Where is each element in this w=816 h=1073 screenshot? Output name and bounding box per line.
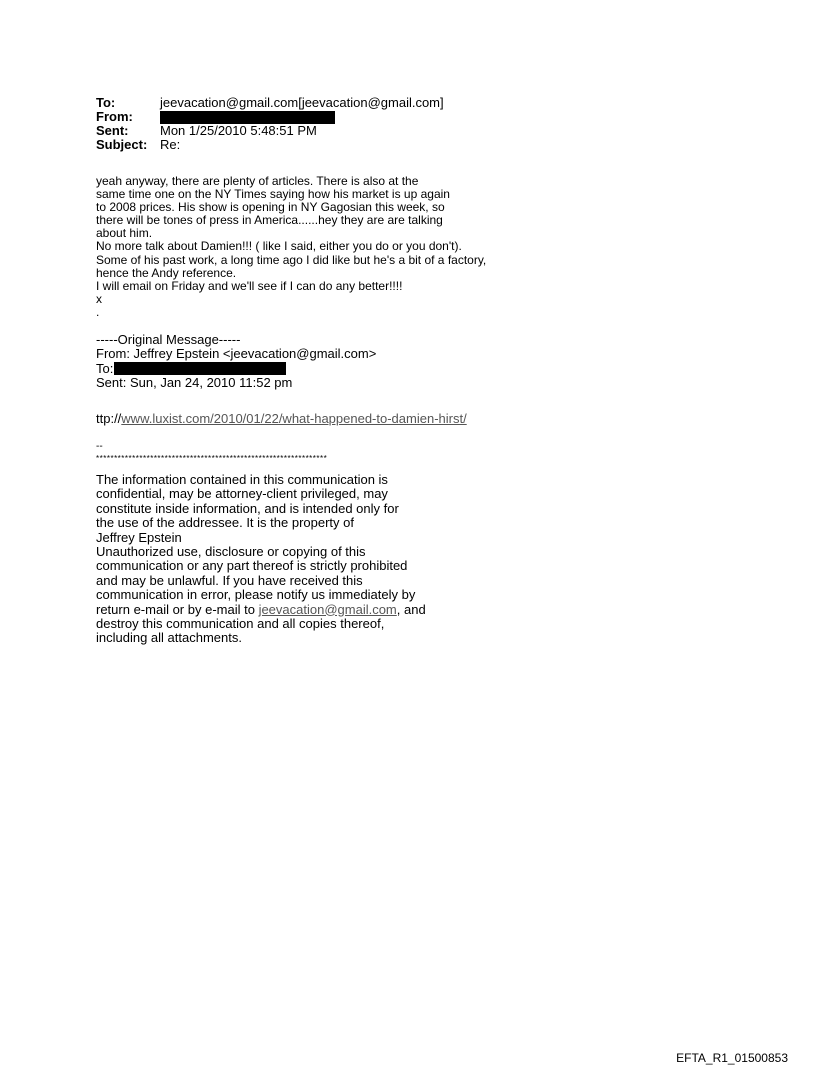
disclaimer-return-line [96, 603, 696, 617]
disclaimer-line: communication or any part thereof is strictly prohibited [96, 558, 408, 574]
disclaimer-line: and may be unlawful. If you have received this [96, 572, 363, 588]
disclaimer-line: constitute inside information, and is intended only for [96, 500, 399, 516]
sent-label: Sent: [96, 123, 129, 138]
to-value: jeevacation@gmail.com[jeevacation@gmail.com] [160, 95, 444, 110]
original-to-row [96, 362, 736, 376]
disclaimer-line: Unauthorized use, disclosure or copying of this [96, 543, 366, 559]
from-row [96, 110, 444, 124]
body-line: hence the Andy reference. [96, 265, 237, 280]
subject-row [96, 138, 444, 152]
disclaimer-line: Jeffrey Epstein [96, 529, 182, 545]
document-id: EFTA_R1_01500853 [676, 1051, 788, 1065]
from-label: From: [96, 109, 133, 124]
disclaimer-line: the use of the addressee. It is the property of [96, 515, 354, 531]
disclaimer-line: destroy this communication and all copies thereof, [96, 615, 385, 631]
return-suffix: , and [396, 601, 426, 617]
original-message [96, 333, 736, 390]
body-line: No more talk about Damien!!! ( like I said, either you do or you don't). [96, 239, 462, 254]
disclaimer-line: The information contained in this communication is [96, 472, 388, 487]
to-row [96, 96, 444, 110]
original-from: From: Jeffrey Epstein <jeevacation@gmail.com> [96, 346, 377, 362]
body-line: there will be tones of press in America......hey they are are talking [96, 213, 443, 228]
email-header [96, 96, 444, 152]
body-line: same time one on the NY Times saying how his market is up again [96, 187, 450, 202]
signature-dashes: -- [96, 441, 103, 452]
body-line: x [96, 291, 102, 306]
sent-row [96, 124, 444, 138]
body-line: yeah anyway, there are plenty of articles. There is also at the [96, 174, 419, 188]
body-line: about him. [96, 226, 153, 241]
disclaimer-line: confidential, may be attorney-client privileged, may [96, 486, 388, 502]
article-link[interactable]: www.luxist.com/2010/01/22/what-happened-to-damien-hirst/ [121, 411, 467, 426]
to-label: To: [96, 95, 116, 110]
sent-value: Mon 1/25/2010 5:48:51 PM [160, 123, 317, 138]
original-to-label: To: [96, 360, 114, 376]
disclaimer-line: communication in error, please notify us immediately by [96, 587, 416, 603]
body-line: . [96, 304, 100, 319]
original-to-redaction [114, 362, 286, 375]
body-line: Some of his past work, a long time ago I did like but he's a bit of a factory, [96, 252, 487, 267]
subject-value: Re: [160, 137, 181, 152]
original-separator: -----Original Message----- [96, 332, 241, 347]
confidentiality-disclaimer [96, 473, 696, 646]
email-link[interactable]: jeevacation@gmail.com [258, 601, 397, 617]
article-link-line [96, 412, 467, 426]
return-prefix: return e-mail or by e-mail to [96, 601, 259, 617]
link-prefix: ttp:// [96, 411, 122, 426]
body-line: I will email on Friday and we'll see if I can do any better!!!! [96, 278, 403, 293]
signature-stars: **************************************************************** [96, 454, 328, 463]
subject-label: Subject: [96, 137, 148, 152]
message-body [96, 175, 736, 319]
body-line: to 2008 prices. His show is opening in NY Gagosian this week, so [96, 200, 445, 215]
original-sent: Sent: Sun, Jan 24, 2010 11:52 pm [96, 374, 293, 390]
disclaimer-line: including all attachments. [96, 630, 242, 646]
